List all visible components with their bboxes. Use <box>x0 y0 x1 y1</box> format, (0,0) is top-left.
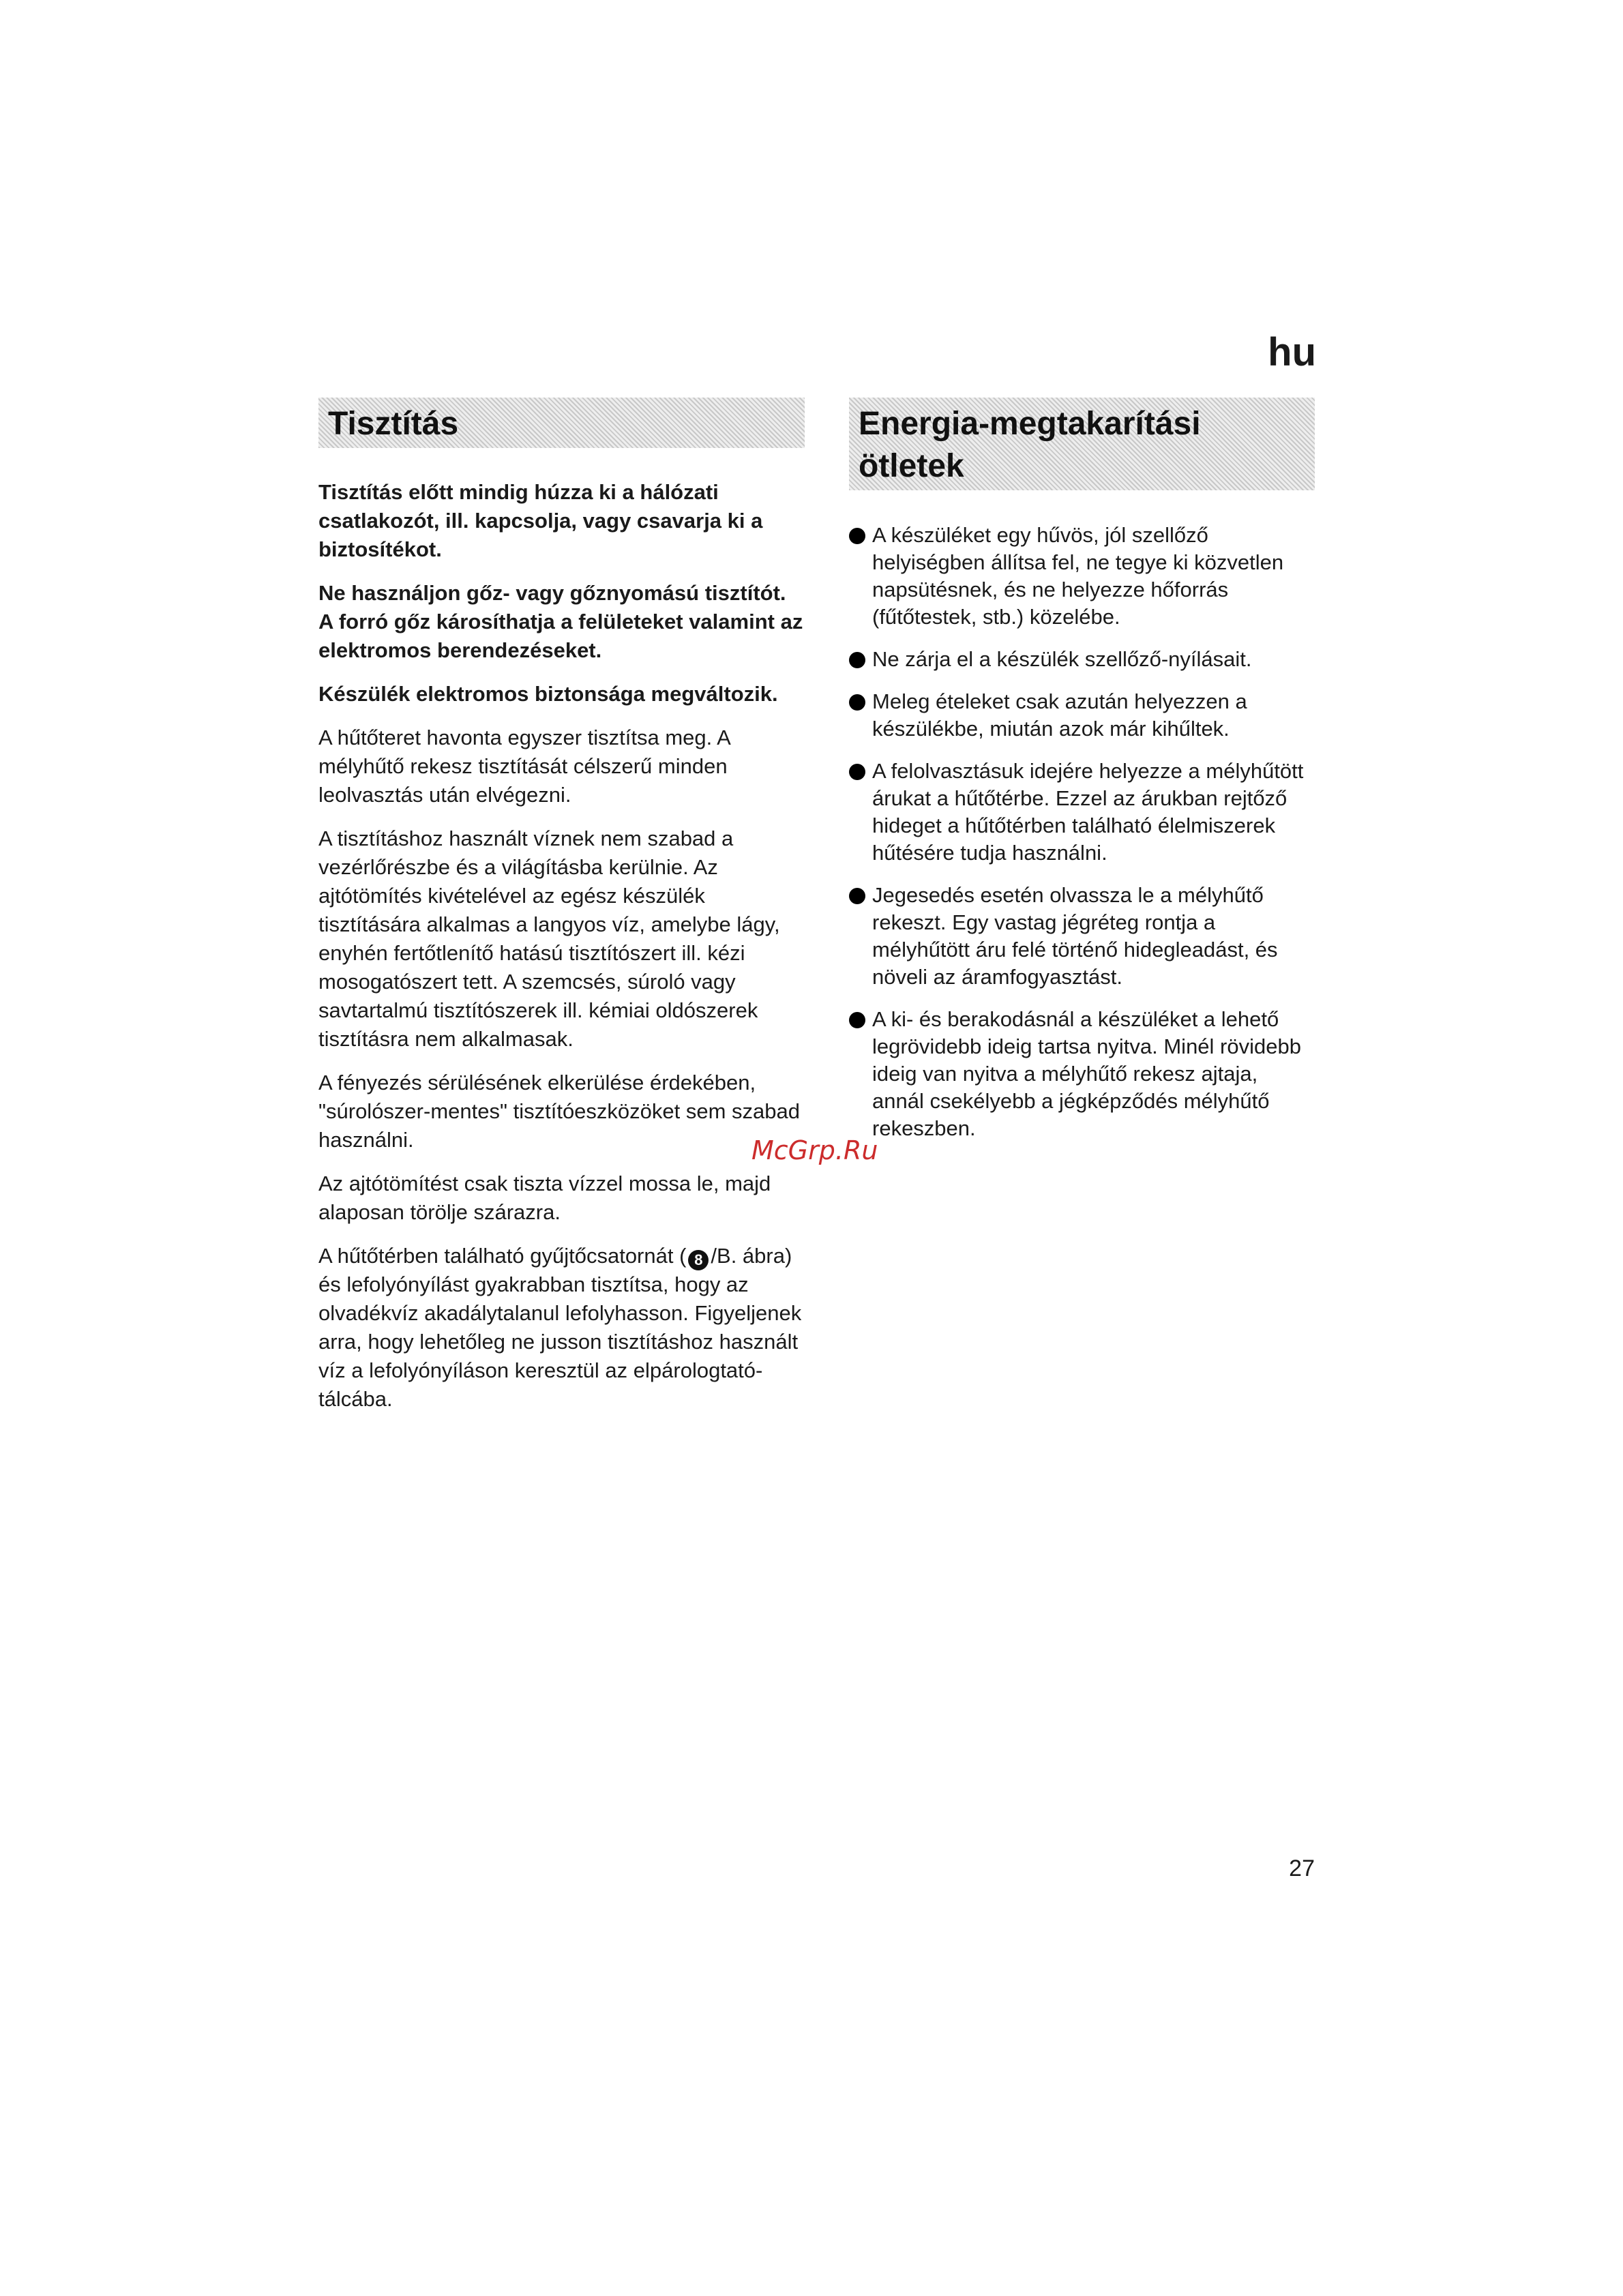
list-item <box>849 758 1315 867</box>
cleaning-paragraph: A tisztításhoz használt víznek nem szabad a vezérlőrészbe és a világításba kerülnie. Az ajtótömítés kivételével az egész készülék tisztítására alkalmas a langyos víz, amelybe lágy, enyhén fertőtlenítő hatású tisztítószert ill. kézi mosogatószert tett. A szemcsés, súroló vagy savtartalmú tisztítószerek ill. kémiai oldószerek tisztításra nem alkalmasak. <box>318 826 780 1051</box>
bullet-dot-icon <box>849 764 865 780</box>
language-code: hu <box>1268 330 1316 374</box>
cleaning-paragraph: A hűtőteret havonta egyszer tisztítsa meg. A mélyhűtő rekesz tisztítását célszerű minden leolvasztás után elvégezni. <box>318 726 730 807</box>
bullet-dot-icon <box>849 694 865 711</box>
list-item <box>849 522 1315 631</box>
list-item <box>849 1006 1315 1142</box>
cleaning-warning: Tisztítás előtt mindig húzza ki a hálózati csatlakozót, ill. kapcsolja, vagy csavarja ki a biztosítékot. <box>318 480 763 561</box>
cleaning-section <box>318 398 805 1429</box>
cleaning-drain-paragraph <box>318 1242 805 1414</box>
cleaning-warning: Készülék elektromos biztonsága megváltozik. <box>318 682 778 706</box>
watermark: McGrp.Ru <box>751 1135 878 1165</box>
cleaning-heading: Tisztítás <box>318 398 805 448</box>
bullet-dot-icon <box>849 1012 865 1028</box>
drain-text-end: /B. ábra) és lefolyónyílást gyakrabban tisztítsa, hogy az olvadékvíz akadálytalanul lefolyhasson. Figyeljenek arra, hogy lehetőleg ne jusson tisztításhoz használt víz a lefolyónyíláson keresztül az elpárologtató-tálcába. <box>318 1244 802 1411</box>
tip-text: A készüléket egy hűvös, jól szellőző helyiségben állítsa fel, ne tegye ki közvetlen napsütésnek, és ne helyezze hőforrás (fűtőtestek, stb.) közelébe. <box>872 523 1284 629</box>
bullet-dot-icon <box>849 528 865 544</box>
list-item <box>849 646 1315 673</box>
figure-callout-icon: 8 <box>688 1250 709 1270</box>
energy-tips-list <box>849 522 1315 1142</box>
tip-text: A felolvasztásuk idejére helyezze a mélyhűtött árukat a hűtőtérbe. Ezzel az árukban rejtőző hideget a hűtőtérben található élelmiszerek hűtésére tudja használni. <box>872 759 1304 865</box>
drain-text-start: A hűtőtérben található gyűjtőcsatornát ( <box>318 1244 687 1268</box>
cleaning-paragraph: A fényezés sérülésének elkerülése érdekében, "súrolószer-mentes" tisztítóeszközöket sem szabad használni. <box>318 1071 801 1152</box>
bullet-dot-icon <box>849 652 865 668</box>
energy-section <box>849 398 1315 1157</box>
bullet-dot-icon <box>849 888 865 904</box>
tip-text: Ne zárja el a készülék szellőző-nyílásait. <box>872 647 1252 671</box>
tip-text: A ki- és berakodásnál a készüléket a lehető legrövidebb ideig tartsa nyitva. Minél rövidebb ideig van nyitva a mélyhűtő rekesz ajtaja, annál csekélyebb a jégképződés mélyhűtő rekeszben. <box>872 1007 1301 1140</box>
cleaning-paragraph: Az ajtótömítést csak tiszta vízzel mossa le, majd alaposan törölje szárazra. <box>318 1172 771 1224</box>
tip-text: Jegesedés esetén olvassza le a mélyhűtő rekeszt. Egy vastag jégréteg rontja a mélyhűtött áru felé történő hidegleadást, és növeli az áramfogyasztást. <box>872 883 1278 989</box>
list-item <box>849 688 1315 743</box>
tip-text: Meleg ételeket csak azután helyezzen a készülékbe, miután azok már kihűltek. <box>872 689 1247 741</box>
energy-heading: Energia-megtakarítási ötletek <box>849 398 1315 490</box>
cleaning-warning: Ne használjon gőz- vagy gőznyomású tisztítót. A forró gőz károsíthatja a felületeket valamint az elektromos berendezéseket. <box>318 581 803 662</box>
list-item <box>849 882 1315 991</box>
page-number: 27 <box>1289 1855 1315 1881</box>
